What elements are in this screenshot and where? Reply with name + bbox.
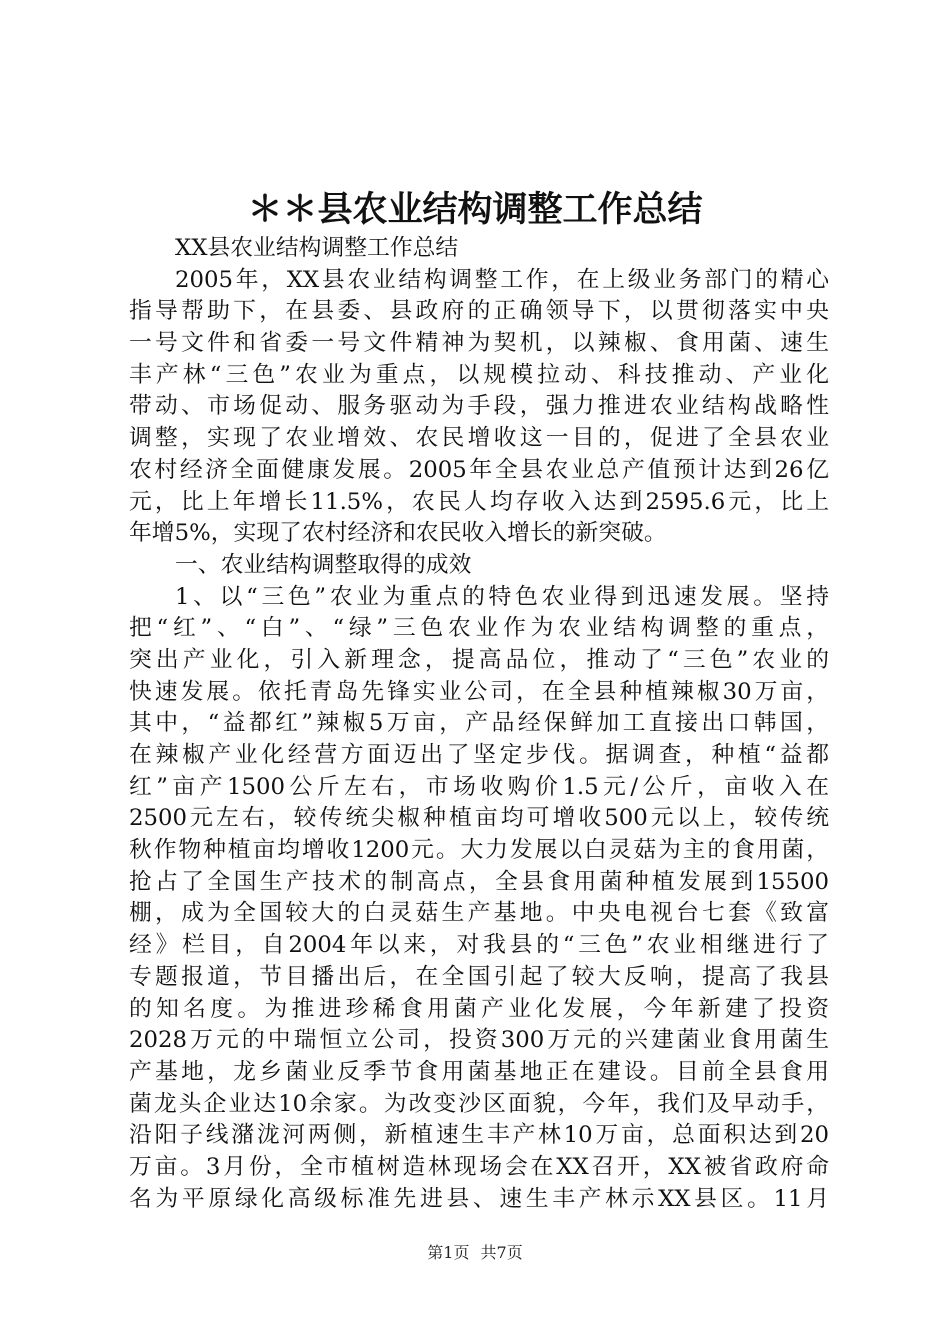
paragraph-line: 快速发展。依托青岛先锋实业公司，在全县种植辣椒30万亩， — [129, 678, 829, 705]
paragraph-line: 带动、市场促动、服务驱动为手段，强力推进农业结构战略性 — [129, 393, 829, 420]
paragraph-line: 2005年，XX县农业结构调整工作，在上级业务部门的精心 — [175, 266, 829, 293]
subtitle-line: XX县农业结构调整工作总结 — [175, 235, 459, 261]
paragraph-line: 把“红”、“白”、“绿”三色农业作为农业结构调整的重点， — [129, 615, 829, 642]
document-body — [129, 233, 829, 1215]
section-heading: 一、农业结构调整取得的成效 — [175, 551, 472, 578]
paragraph-line: 突出产业化，引入新理念，提高品位，推动了“三色”农业的 — [129, 646, 829, 673]
paragraph-line: 棚，成为全国较大的白灵菇生产基地。中央电视台七套《致富 — [129, 900, 829, 927]
paragraph-line: 名为平原绿化高级标准先进县、速生丰产林示XX县区。11月 — [129, 1185, 829, 1212]
paragraph-line: 调整，实现了农业增效、农民增收这一目的，促进了全县农业 — [129, 425, 829, 452]
paragraph-line: 菌龙头企业达10余家。为改变沙区面貌，今年，我们及早动手， — [129, 1090, 829, 1117]
paragraph-line: 万亩。3月份，全市植树造林现场会在XX召开，XX被省政府命 — [129, 1153, 829, 1180]
paragraph-line: 在辣椒产业化经营方面迈出了坚定步伐。据调查，种植“益都 — [129, 742, 829, 768]
paragraph-line: 其中，“益都红”辣椒5万亩，产品经保鲜加工直接出口韩国， — [129, 710, 829, 737]
paragraph-line: 红”亩产1500公斤左右，市场收购价1.5元/公斤，亩收入在 — [129, 773, 829, 800]
page-footer — [0, 1242, 950, 1264]
paragraph-line: 一号文件和省委一号文件精神为契机，以辣椒、食用菌、速生 — [129, 330, 829, 357]
paragraph-line: 年增5%，实现了农村经济和农民收入增长的新突破。 — [129, 520, 667, 547]
paragraph-line: 农村经济全面健康发展。2005年全县农业总产值预计达到26亿 — [129, 456, 829, 483]
paragraph-line: 2500元左右，较传统尖椒种植亩均可增收500元以上，较传统 — [129, 805, 829, 832]
document-title: ＊＊县农业结构调整工作总结 — [247, 189, 703, 230]
paragraph-line: 指导帮助下，在县委、县政府的正确领导下，以贯彻落实中央 — [129, 298, 829, 325]
paragraph-line: 秋作物种植亩均增收1200元。大力发展以白灵菇为主的食用菌， — [129, 837, 829, 864]
paragraph-line: 专题报道，节目播出后，在全国引起了较大反响，提高了我县 — [129, 963, 829, 990]
paragraph-line: 丰产林“三色”农业为重点，以规模拉动、科技推动、产业化 — [129, 361, 829, 388]
paragraph-line: 2028万元的中瑞恒立公司，投资300万元的兴建菌业食用菌生 — [129, 1027, 829, 1054]
paragraph-line: 的知名度。为推进珍稀食用菌产业化发展，今年新建了投资 — [129, 995, 829, 1022]
page-total: 共7页 — [480, 1243, 523, 1262]
paragraph-line: 产基地，龙乡菌业反季节食用菌基地正在建设。目前全县食用 — [129, 1058, 829, 1085]
page-number: 第1页 — [427, 1243, 470, 1262]
paragraph-line: 沿阳子线潴泷河两侧，新植速生丰产林10万亩，总面积达到20 — [129, 1122, 829, 1149]
paragraph-line: 经》栏目，自2004年以来，对我县的“三色”农业相继进行了 — [129, 932, 829, 959]
paragraph-line: 元，比上年增长11.5%，农民人均存收入达到2595.6元，比上 — [129, 488, 829, 515]
paragraph-line: 抢占了全国生产技术的制高点，全县食用菌种植发展到15500 — [129, 868, 829, 895]
paragraph-line: 1、以“三色”农业为重点的特色农业得到迅速发展。坚持 — [175, 583, 829, 610]
